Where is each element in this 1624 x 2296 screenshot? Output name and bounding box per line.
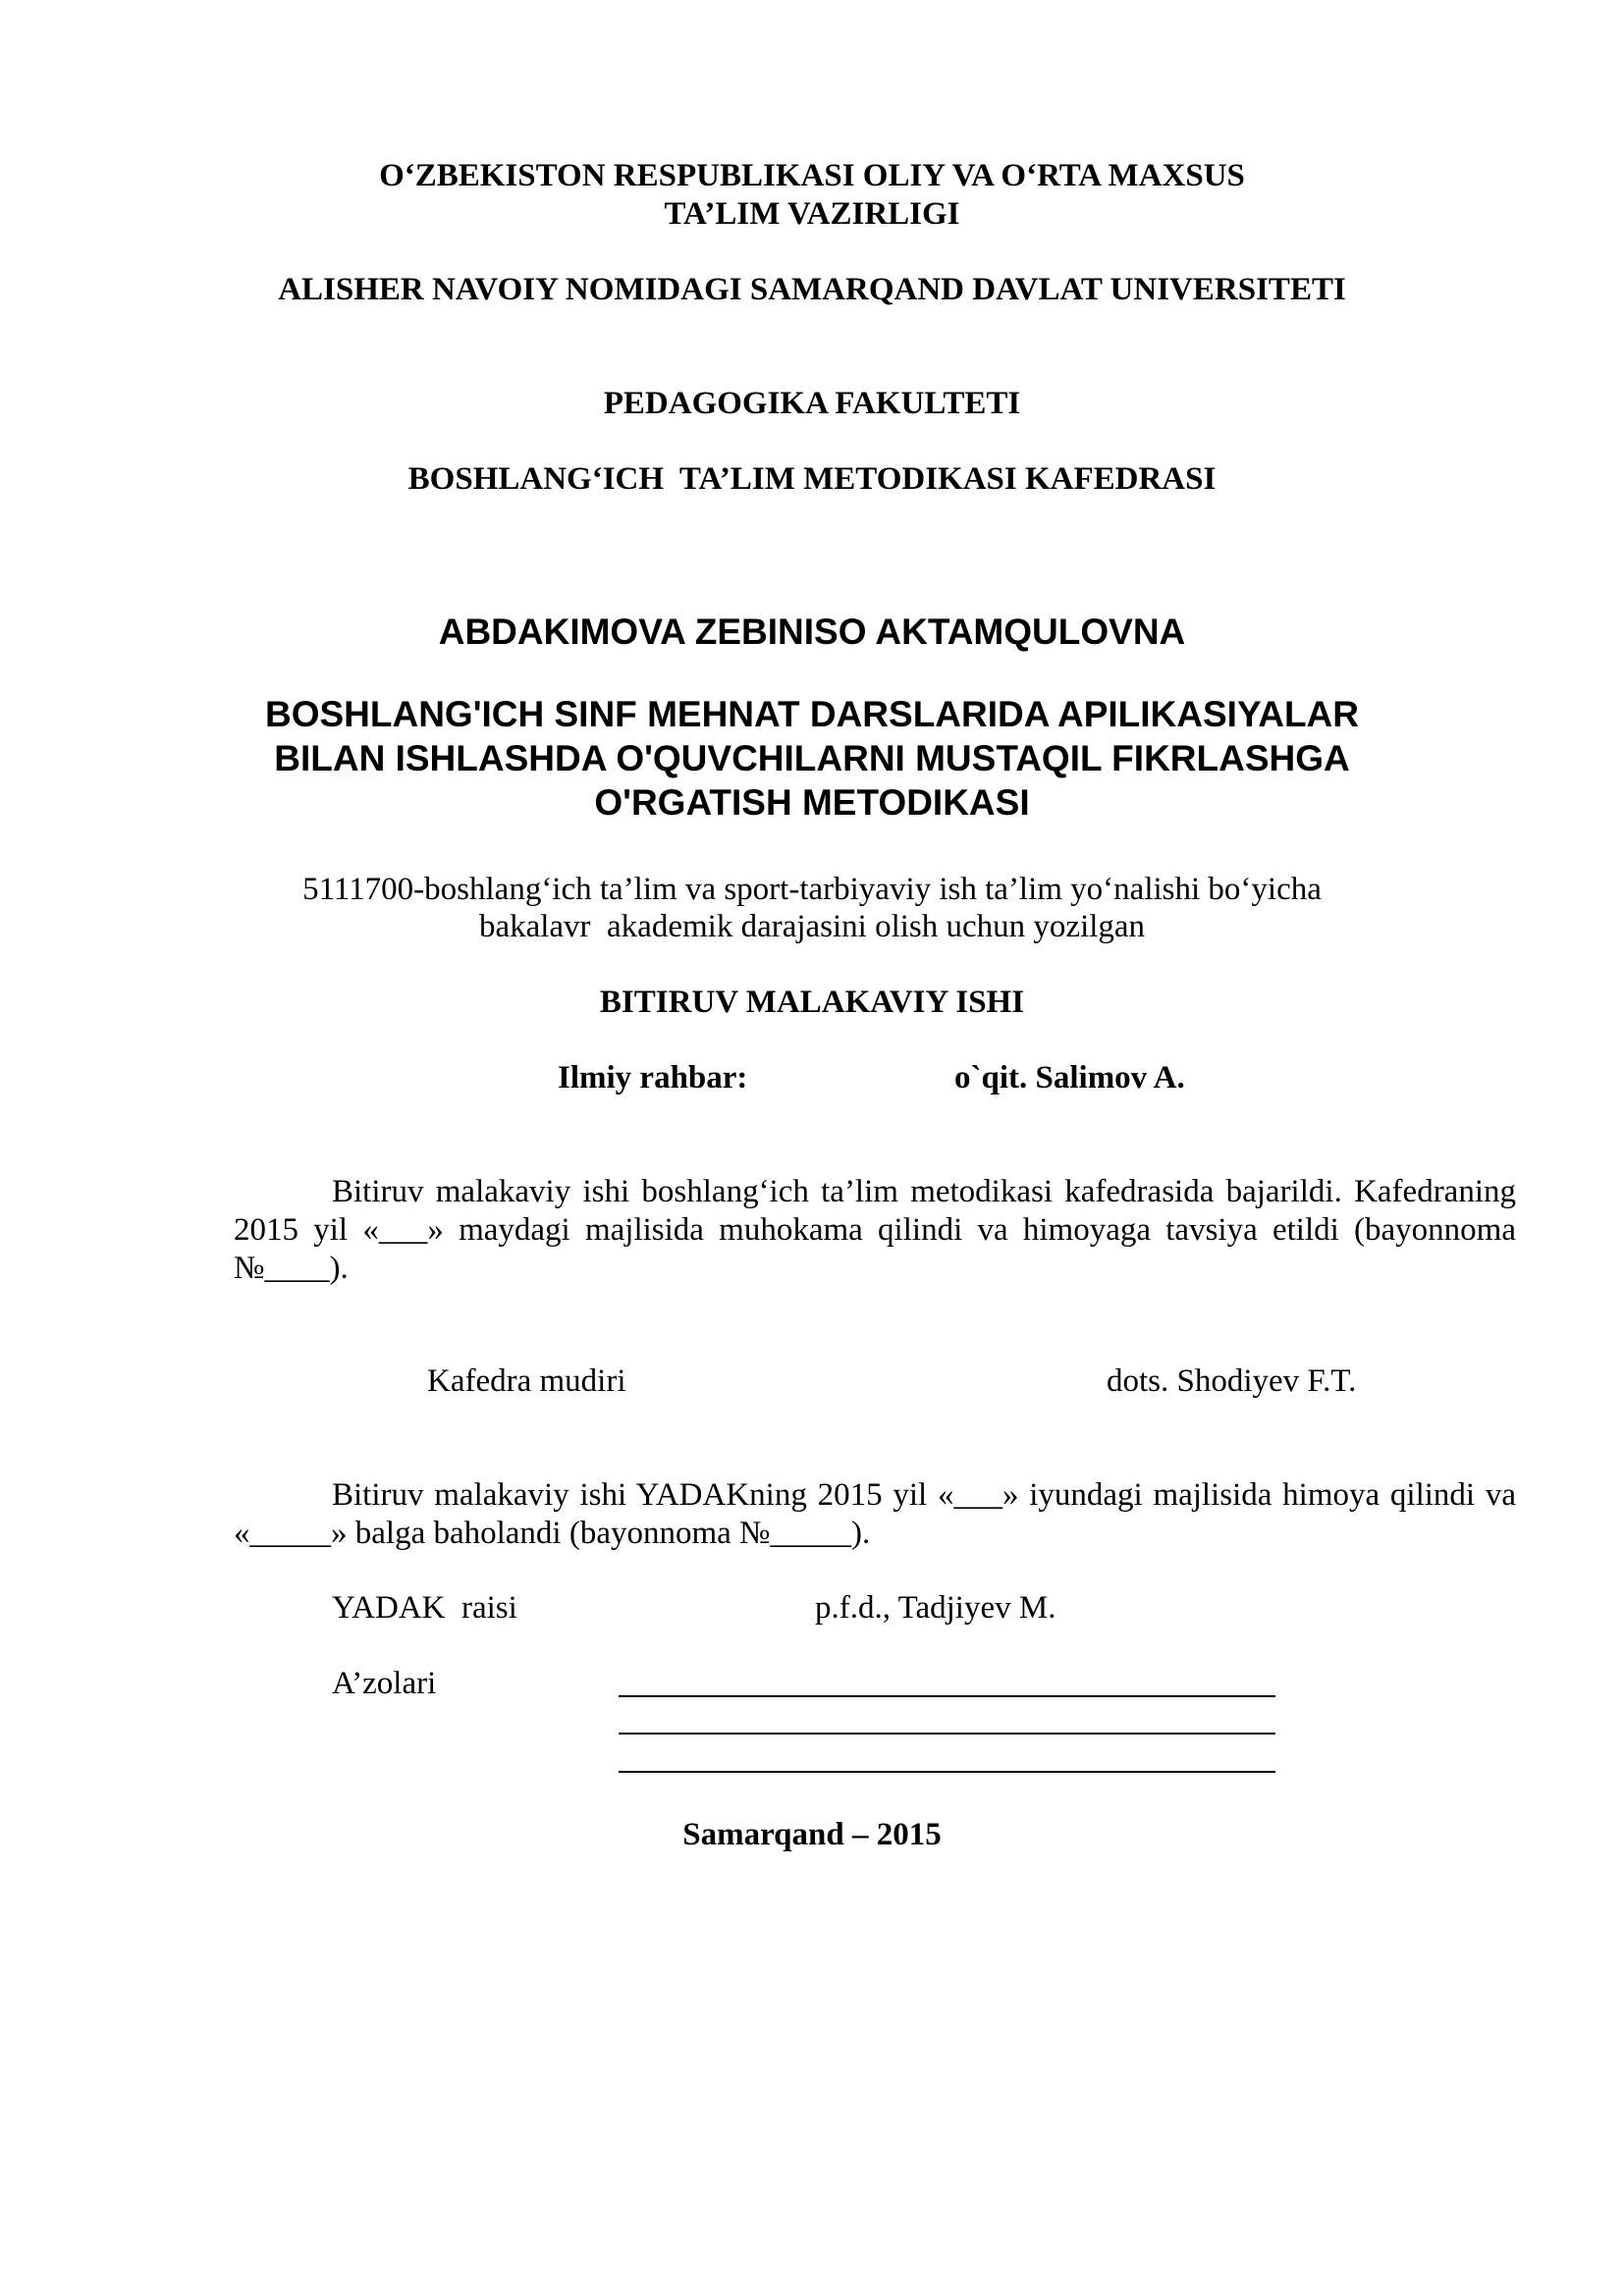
thesis-title-line-2: BILAN ISHLASHDA O'QUVCHILARNI MUSTAQIL FIKRLASHGA: [274, 738, 1350, 778]
thesis-title-line-3: O'RGATISH METODIKASI: [594, 782, 1030, 823]
place-and-year: Samarqand – 2015: [682, 1817, 942, 1852]
work-type: BITIRUV MALAKAVIY ISHI: [599, 985, 1025, 1020]
thesis-title-line-1: BOSHLANG'ICH SINF MEHNAT DARSLARIDA APILIKASIYALAR: [264, 694, 1359, 734]
approval-line-3: №____).: [234, 1251, 349, 1286]
ministry-line-1: O‘ZBEKISTON RESPUBLIKASI OLIY VA O‘RTA MAXSUS: [379, 158, 1245, 193]
members-label: A’zolari: [332, 1666, 437, 1701]
department-name: BOSHLANG‘ICH TA’LIM METODIKASI KAFEDRASI: [407, 461, 1217, 497]
head-of-department-name: dots. Shodiyev F.T.: [1107, 1363, 1357, 1399]
university-name: ALISHER NAVOIY NOMIDAGI SAMARQAND DAVLAT UNIVERSITETI: [278, 272, 1346, 307]
signature-line: [619, 1695, 1275, 1697]
signature-line: [619, 1771, 1275, 1773]
approval-line-2: 2015 yil «___» maydagi majlisida muhokama qilindi va himoyaga tavsiya etildi (bayonnoma: [234, 1212, 1516, 1248]
commission-line-2: «_____» balga baholandi (bayonnoma №_____).: [234, 1516, 871, 1551]
supervisor-label: Ilmiy rahbar:: [558, 1060, 748, 1095]
approval-line-1: Bitiruv malakaviy ishi boshlang‘ich ta’lim metodikasi kafedrasida bajarildi. Kafedraning: [332, 1174, 1516, 1209]
author-name: ABDAKIMOVA ZEBINISO AKTAMQULOVNA: [438, 612, 1186, 652]
signature-line: [619, 1733, 1275, 1735]
faculty-name: PEDAGOGIKA FAKULTETI: [603, 386, 1021, 421]
commission-chair-label: YADAK raisi: [332, 1590, 517, 1626]
specialty-line-1: 5111700-boshlang‘ich ta’lim va sport-tarbiyaviy ish ta’lim yo‘nalishi bo‘yicha: [302, 872, 1322, 907]
specialty-line-2: bakalavr akademik darajasini olish uchun yozilgan: [478, 909, 1146, 944]
supervisor-name: o`qit. Salimov A.: [954, 1060, 1185, 1095]
commission-line-1: Bitiruv malakaviy ishi YADAKning 2015 yil «___» iyundagi majlisida himoya qilindi va: [332, 1477, 1516, 1513]
commission-chair-name: p.f.d., Tadjiyev M.: [815, 1590, 1056, 1626]
head-of-department-label: Kafedra mudiri: [427, 1363, 626, 1399]
ministry-line-2: TA’LIM VAZIRLIGI: [664, 196, 960, 232]
